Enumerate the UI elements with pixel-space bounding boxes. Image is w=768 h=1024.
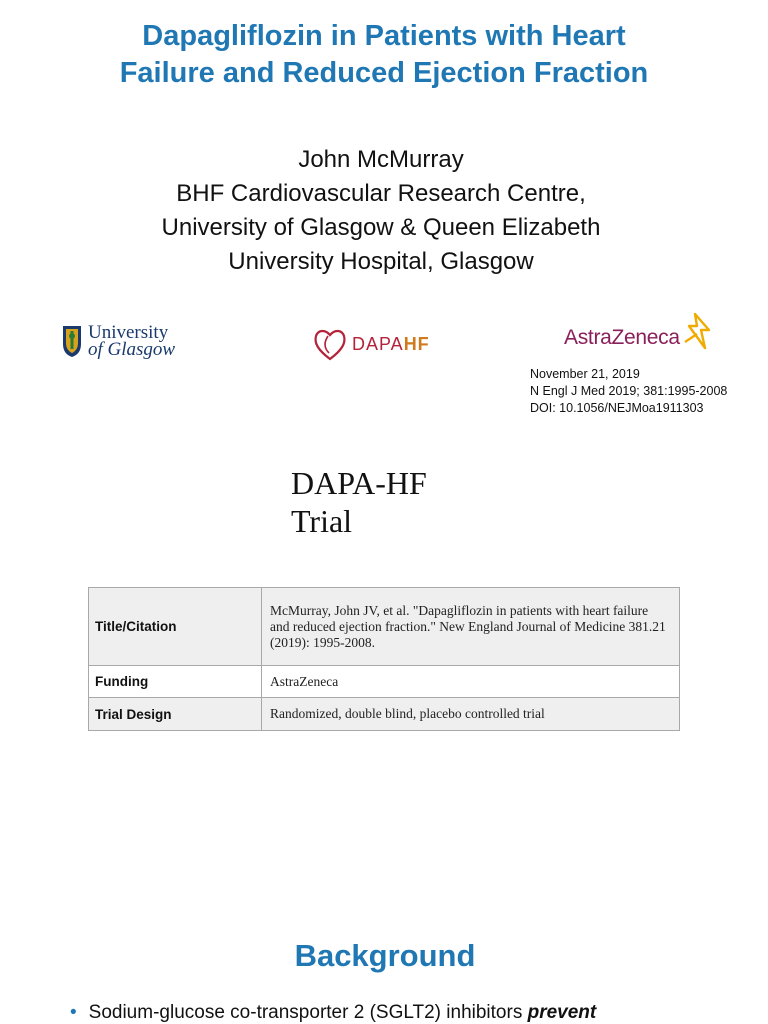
astrazeneca-logo	[564, 312, 711, 350]
trial-heading-line-2: Trial	[291, 503, 353, 539]
background-bullet	[70, 1002, 596, 1024]
publication-date: November 21, 2019	[530, 367, 640, 381]
trial-info-table	[88, 587, 680, 731]
affiliation-line-1: BHF Cardiovascular Research Centre,	[176, 180, 586, 207]
bullet-emphasis: prevent	[527, 1002, 597, 1023]
dapa-logo-text: DAPA	[352, 333, 404, 354]
dapa-hf-logo	[312, 326, 430, 362]
title-line-1: Dapagliflozin in Patients with Heart	[142, 20, 626, 52]
bullet-text: Sodium-glucose co-transporter 2 (SGLT2) inhibitors	[88, 1002, 528, 1023]
row-label: Funding	[89, 666, 262, 698]
row-value: Randomized, double blind, placebo controlled trial	[262, 698, 680, 731]
astrazeneca-logo-text: AstraZeneca	[564, 326, 680, 349]
row-label: Trial Design	[89, 698, 262, 731]
uog-logo-line-2: of Glasgow	[88, 339, 176, 360]
author-name: John McMurray	[298, 146, 464, 173]
title-line-2: Failure and Reduced Ejection Fraction	[119, 57, 649, 89]
bullet-dot-icon: •	[70, 1002, 77, 1023]
table-row	[89, 698, 680, 731]
journal-citation: N Engl J Med 2019; 381:1995-2008	[530, 384, 728, 398]
dapa-heart-icon	[312, 326, 348, 362]
trial-heading	[291, 464, 427, 540]
row-label: Title/Citation	[89, 588, 262, 666]
uog-crest-icon	[62, 324, 82, 358]
affiliation-line-2: University of Glasgow & Queen Elizabeth	[161, 214, 601, 241]
doi: DOI: 10.1056/NEJMoa1911303	[530, 401, 704, 415]
affiliation-line-3: University Hospital, Glasgow	[228, 248, 534, 275]
hf-logo-text: HF	[403, 333, 430, 354]
uog-logo-line-1: University	[88, 322, 169, 343]
university-of-glasgow-logo	[62, 322, 175, 360]
row-value: AstraZeneca	[262, 666, 680, 698]
table-row	[89, 588, 680, 666]
author-block	[0, 143, 762, 279]
table-row	[89, 666, 680, 698]
trial-heading-line-1: DAPA-HF	[291, 465, 427, 501]
publication-info	[530, 366, 727, 417]
row-value: McMurray, John JV, et al. "Dapagliflozin in patients with heart failure and reduced ejection fraction." New England Journal of Medicine 381.21 (2019): 1995-2008.	[262, 588, 680, 666]
astrazeneca-mark-icon	[681, 312, 711, 350]
page-title	[0, 18, 768, 92]
background-heading: Background	[294, 938, 476, 973]
